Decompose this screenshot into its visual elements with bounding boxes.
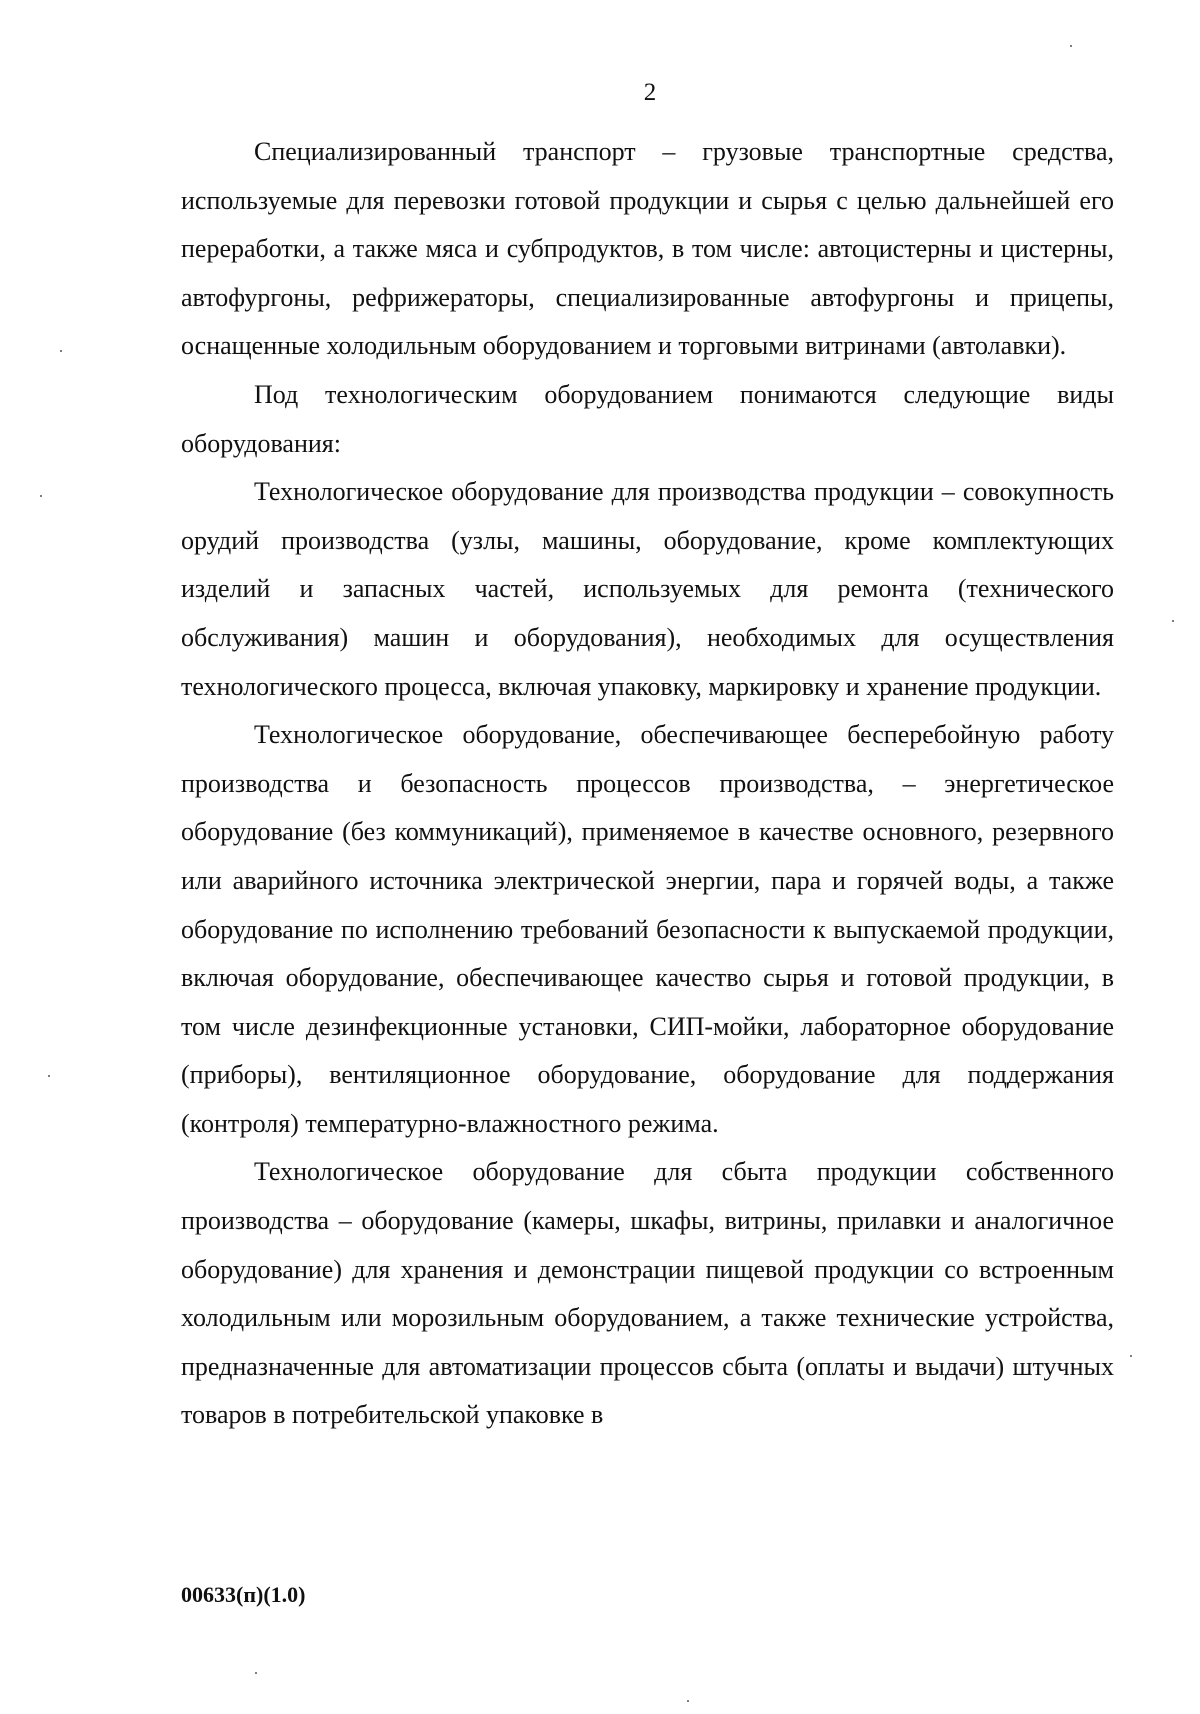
page-number: 2 [643, 79, 657, 106]
paragraph-equipment-intro: Под технологическим оборудованием понимаются следующие виды оборудования: [181, 379, 1114, 458]
scan-speck [40, 495, 42, 497]
paragraph-specialized-transport: Специализированный транспорт – грузовые транспортные средства, используемые для перевозки готовой продукции и сырья с целью дальнейшей его переработки, а также мяса и субпродуктов, в том числе: автоцистерны и цистерны, автофургоны, рефрижераторы, специализированные автофургоны и прицепы, оснащенные холодильным оборудованием и торговыми витринами (автолавки). [181, 137, 1114, 361]
scan-speck [687, 1700, 689, 1702]
scan-speck [1172, 620, 1174, 622]
scan-speck [1070, 45, 1072, 47]
scan-speck [60, 350, 62, 352]
document-code: 00633(п)(1.0) [181, 1582, 306, 1607]
scan-speck [255, 1672, 257, 1674]
paragraph-sales-equipment: Технологическое оборудование для сбыта продукции собственного производства – оборудование (камеры, шкафы, витрины, прилавки и аналогичное оборудование) для хранения и демонстрации пищевой продукции со встроенным холодильным или морозильным оборудованием, а также технические устройства, предназначенные для автоматизации процессов сбыта (оплаты и выдачи) штучных товаров в потребительской упаковке в [181, 1157, 1114, 1430]
scan-speck [1130, 1355, 1132, 1357]
scan-speck [48, 1075, 50, 1077]
document-body [181, 128, 1114, 1440]
paragraph-safety-equipment: Технологическое оборудование, обеспечивающее бесперебойную работу производства и безопасность процессов производства, – энергетическое оборудование (без коммуникаций), применяемое в качестве основного, резервного или аварийного источника электрической энергии, пара и горячей воды, а также оборудование по исполнению требований безопасности к выпускаемой продукции, включая оборудование, обеспечивающее качество сырья и готовой продукции, в том числе дезинфекционные установки, СИП-мойки, лабораторное оборудование (приборы), вентиляционное оборудование, оборудование для поддержания (контроля) температурно-влажностного режима. [181, 720, 1114, 1138]
paragraph-production-equipment: Технологическое оборудование для производства продукции – совокупность орудий производства (узлы, машины, оборудование, кроме комплектующих изделий и запасных частей, используемых для ремонта (технического обслуживания) машин и оборудования), необходимых для осуществления технологического процесса, включая упаковку, маркировку и хранение продукции. [181, 477, 1114, 701]
